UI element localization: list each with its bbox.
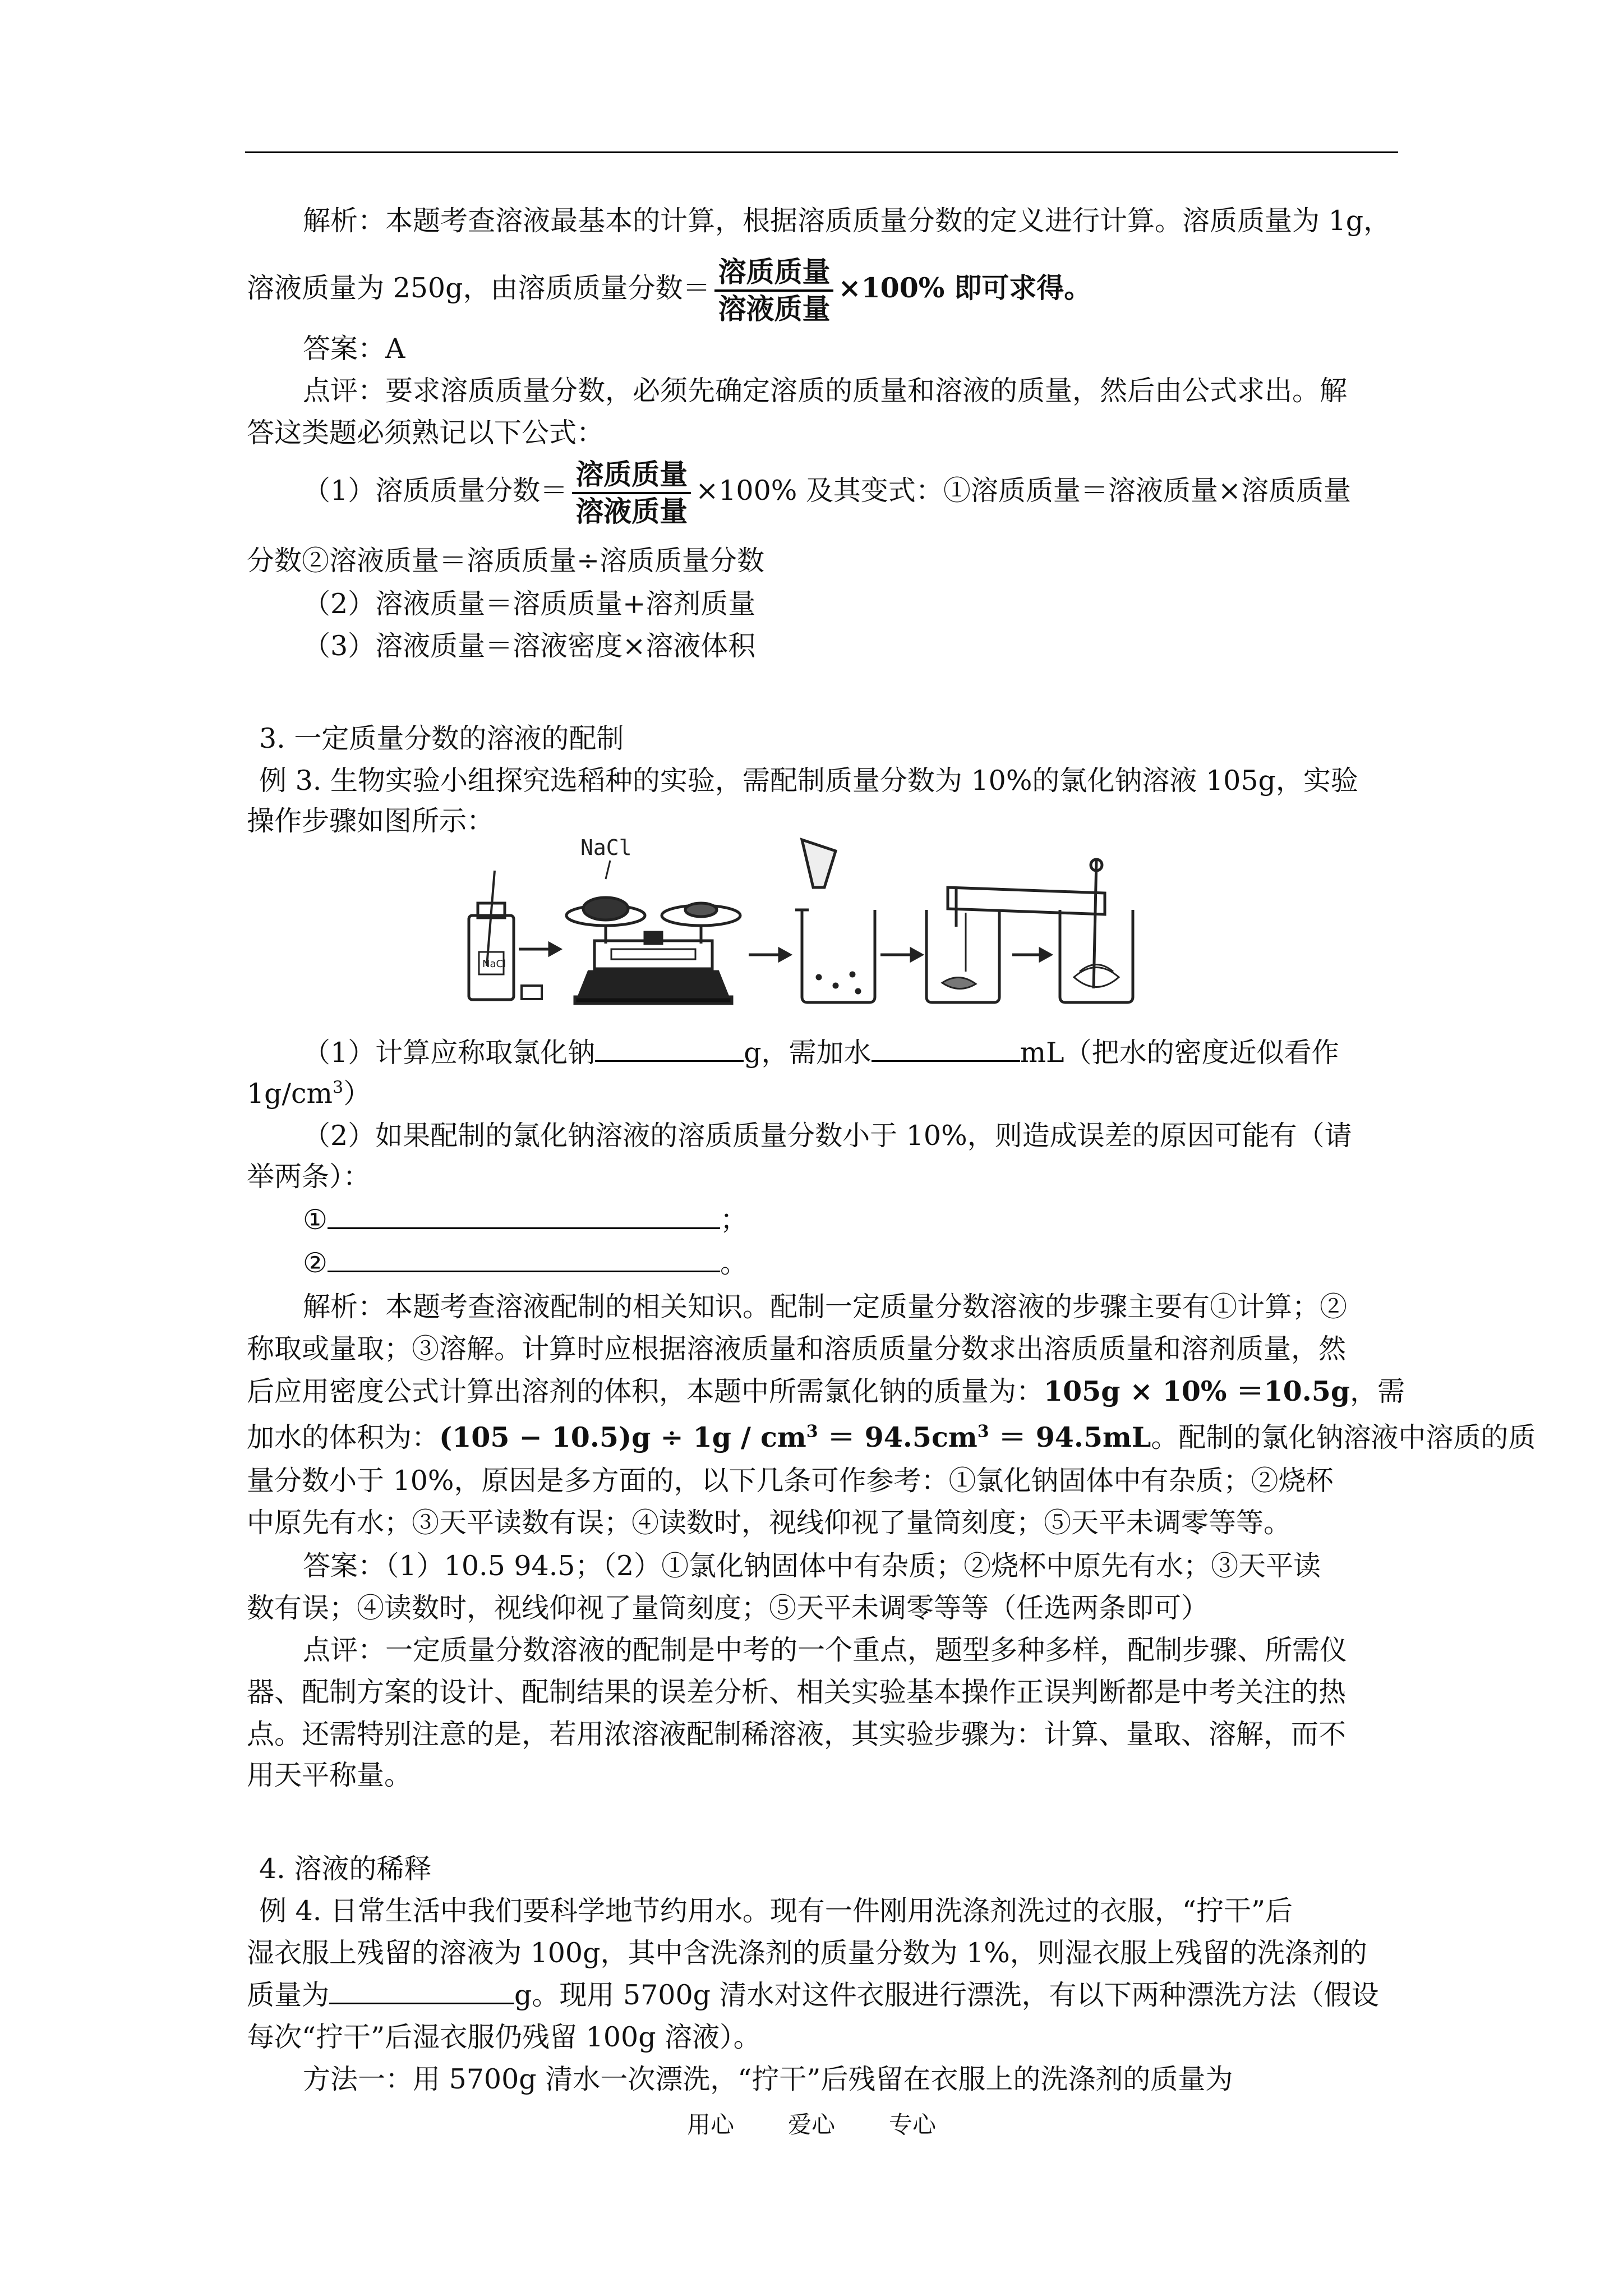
method-1-line: 方法一：用 5700g 清水一次漂洗，“拧干”后残留在衣服上的洗涤剂的质量为 bbox=[303, 2063, 1233, 2095]
question-2-cont-line: 举两条）： bbox=[247, 1161, 371, 1193]
comment-3-line: 用天平称量。 bbox=[247, 1759, 412, 1791]
analysis-3-line: 后应用密度公式计算出溶剂的体积，本题中所需氯化钠的质量为：105g × 10% ＝10.5g，需 bbox=[247, 1375, 1405, 1407]
formula-2-line: （2）溶液质量＝溶质质量+溶剂质量 bbox=[303, 588, 756, 620]
formula-1-line: （1）溶质质量分数＝ $\frac{\text{溶质质量}}{\text{溶液质量}}$ ×100% 及其变式：①溶质质量＝溶液质量×溶质质量 bbox=[303, 457, 1351, 528]
beaker-stirring-icon bbox=[1060, 859, 1133, 1002]
comment-line: 点评：要求溶质质量分数，必须先确定溶质的质量和溶液的质量，然后由公式求出。解 bbox=[303, 375, 1348, 407]
svg-text:NaCl: NaCl bbox=[482, 958, 506, 970]
answer-3-line: 答案：（1）10.5 94.5；（2）①氯化钠固体中有杂质；②烧杯中原先有水；③天平读 bbox=[303, 1550, 1321, 1582]
header-rule bbox=[245, 151, 1398, 153]
example-4-line: 每次“拧干”后湿衣服仍残留 100g 溶液）。 bbox=[247, 2021, 761, 2053]
analysis-3-line: 量分数小于 10%，原因是多方面的，以下几条可作参考：①氯化钠固体中有杂质；②烧杯 bbox=[247, 1465, 1334, 1497]
example-3-line: 操作步骤如图所示： bbox=[247, 805, 495, 837]
experiment-procedure-figure bbox=[465, 837, 1138, 1011]
footer-word: 爱心 bbox=[787, 2111, 835, 2138]
reason-1-line: ① ； bbox=[303, 1204, 748, 1236]
comment-3-line: 点评：一定质量分数溶液的配制是中考的一个重点，题型多种多样，配制步骤、所需仪 bbox=[303, 1634, 1348, 1666]
analysis-3-line: 中原先有水；③天平读数有误；④读数时，视线仰视了量筒刻度；⑤天平未调零等等。 bbox=[247, 1507, 1292, 1539]
comment-3-line: 点。还需特别注意的是，若用浓溶液配制稀溶液，其实验步骤为：计算、量取、溶解，而不 bbox=[247, 1718, 1347, 1750]
analysis-3-line: 加水的体积为：$(105 - 10.5)g \div 1g / cm^3 = 94.5cm^3 = 94.5mL$。配制的氯化钠溶液中溶质的质 bbox=[247, 1421, 1536, 1453]
analysis-3-line: 称取或量取；③溶解。计算时应根据溶液质量和溶质质量分数求出溶质质量和溶剂质量，然 bbox=[247, 1333, 1347, 1365]
formula-1-cont-line: 分数②溶液质量＝溶质质量÷溶质质量分数 bbox=[247, 545, 765, 577]
mass-fraction-formula: $\frac{\text{溶质质量}}{\text{溶液质量}}$ bbox=[714, 255, 833, 326]
footer-word: 用心 bbox=[686, 2111, 734, 2138]
reason-1-blank[interactable] bbox=[328, 1205, 720, 1229]
answer-3-line: 数有误；④读数时，视线仰视了量筒刻度；⑤天平未调零等等（任选两条即可） bbox=[247, 1592, 1209, 1624]
example-4-line: 质量为 g。现用 5700g 清水对这件衣服进行漂洗，有以下两种漂洗方法（假设 bbox=[247, 1979, 1379, 2011]
mass-fraction-formula: $\frac{\text{溶质质量}}{\text{溶液质量}}$ bbox=[572, 457, 691, 529]
comment-line: 答这类题必须熟记以下公式： bbox=[247, 417, 605, 449]
example-3-line: 例 3. 生物实验小组探究选稻种的实验，需配制质量分数为 10%的氯化钠溶液 105g，实验 bbox=[259, 765, 1358, 797]
analysis-3-line: 解析：本题考查溶液配制的相关知识。配制一定质量分数溶液的步骤主要有①计算；② bbox=[303, 1291, 1348, 1323]
section-3-heading: 3. 一定质量分数的溶液的配制 bbox=[259, 723, 624, 754]
footer-word: 专心 bbox=[889, 2111, 937, 2138]
svg-text:NaCl: NaCl bbox=[580, 837, 632, 860]
analysis-line: 解析：本题考查溶液最基本的计算，根据溶质质量分数的定义进行计算。溶质质量为 1g， bbox=[303, 205, 1391, 237]
comment-3-line: 器、配制方案的设计、配制结果的误差分析、相关实验基本操作正误判断都是中考关注的热 bbox=[247, 1676, 1347, 1708]
reason-2-line: ② 。 bbox=[303, 1247, 748, 1279]
beaker-funnel-icon bbox=[795, 840, 875, 1002]
question-1-line: （1）计算应称取氯化钠 g，需加水 mL（把水的密度近似看作 bbox=[303, 1037, 1339, 1069]
page-footer bbox=[0, 2106, 1623, 2140]
question-1-cont-line: $1g/cm^3$） bbox=[247, 1078, 371, 1110]
reason-2-blank[interactable] bbox=[328, 1248, 720, 1272]
reagent-bottle-icon bbox=[469, 871, 542, 1000]
water-volume-blank[interactable] bbox=[872, 1038, 1020, 1062]
example-4-line: 湿衣服上残留的溶液为 100g，其中含洗涤剂的质量分数为 1%，则湿衣服上残留的洗涤剂的 bbox=[247, 1937, 1367, 1969]
balance-scale-icon bbox=[566, 837, 740, 1004]
example-4-line: 例 4. 日常生活中我们要科学地节约用水。现有一件刚用洗涤剂洗过的衣服，“拧干”后 bbox=[259, 1895, 1293, 1927]
beaker-pouring-icon bbox=[926, 887, 1105, 1002]
formula-3-line: （3）溶液质量＝溶液密度×溶液体积 bbox=[303, 630, 756, 662]
nacl-mass-blank[interactable] bbox=[595, 1038, 744, 1062]
question-2-line: （2）如果配制的氯化钠溶液的溶质质量分数小于 10%，则造成误差的原因可能有（请 bbox=[303, 1120, 1352, 1152]
section-4-heading: 4. 溶液的稀释 bbox=[259, 1853, 432, 1885]
analysis-formula-line: 溶液质量为 250g，由溶质质量分数＝ $\frac{\text{溶质质量}}{\text{溶液质量}}$ ×100% 即可求得。 bbox=[247, 255, 1092, 325]
answer-line: 答案：A bbox=[303, 333, 405, 365]
detergent-mass-blank[interactable] bbox=[329, 1980, 514, 2004]
